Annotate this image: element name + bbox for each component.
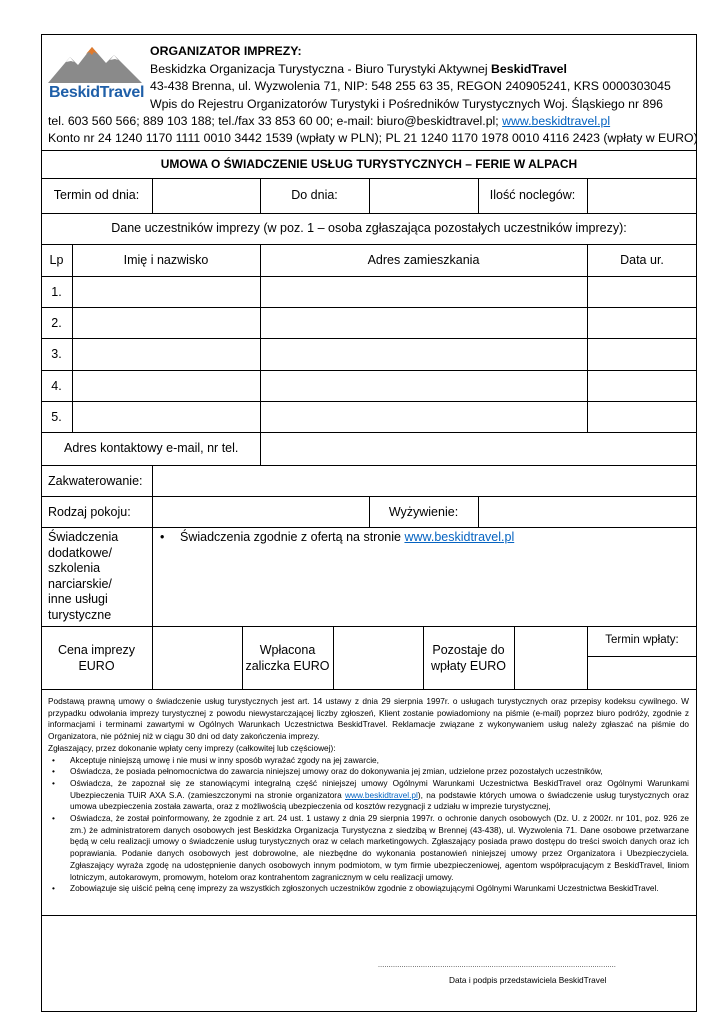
table-row-number: 1. — [51, 285, 62, 299]
table-row-number: 4. — [51, 379, 62, 393]
remaining-field[interactable] — [515, 627, 586, 688]
organizer-registry: Wpis do Rejestru Organizatorów Turystyki i Pośredników Turystycznych Woj. Śląskiego nr 896 — [150, 96, 664, 111]
deposit-field[interactable] — [334, 627, 422, 688]
deposit-label: Wpłacona zaliczka EURO — [245, 643, 330, 673]
col-address: Adres zamieszkania — [367, 253, 480, 267]
terms-paragraph: Zgłaszający, przez dokonanie wpłaty ceny imprezy (całkowitej lub częściowej): — [48, 742, 336, 753]
terms-bullet: • Oświadcza, że został poinformowany, że zgodnie z art. 24 ust. 1 ustawy z dnia 29 sierpnia 1997r. o ochronie danych osobowych (Dz. U. z 2002r. nr 101, poz. 926 ze zm.) że administratorem danych osobowych jest Beskidzka Organizacja Turystyczna z siedzibą w Brennej (43-438), ul. Wyzwolenia 71. Dane osobowe przetwarzane będą w celu realizacji umowy o świadczenie usług turystycznych oraz w celach marketingowych. Zgłaszający posiada prawo dostępu do treści swoich danych oraz ich poprawiania. Podanie danych osobowych jest dobrowolne, ale niezbędne do wykonania postanowień niniejszej umowy przez Organizatora i Ubezpieczyciela. Zgłaszający wyraża zgodę na udostępnienie danych osobowych innym podmiotom, w tym firmie ubezpieczeniowej, agentom współpracującym z BeskidTravel, liniom lotniczym, autokarowym, promowym, hotelom oraz kontrahentom zagranicznym w celu realizacji umowy. — [48, 813, 689, 883]
nights-label: Ilość noclegów: — [489, 188, 576, 202]
date-from-field[interactable] — [153, 179, 259, 212]
room-field[interactable] — [153, 497, 368, 526]
payment-date-field[interactable] — [588, 657, 696, 688]
table-row-number: 5. — [51, 410, 62, 424]
accommodation-field[interactable] — [153, 466, 696, 495]
contact-field[interactable] — [261, 433, 696, 464]
col-name: Imię i nazwisko — [123, 253, 209, 267]
table-row-number: 2. — [51, 316, 62, 330]
signature-line: ............................................................................................................... — [378, 962, 617, 969]
terms-section — [48, 696, 689, 895]
extras-label: Świadczenia dodatkowe/ szkolenia narciarskie/ inne usługi turystyczne — [48, 530, 119, 622]
extras-website-link[interactable]: www.beskidtravel.pl — [404, 530, 515, 544]
contact-label: Adres kontaktowy e-mail, nr tel. — [64, 441, 239, 455]
terms-bullet: • Zobowiązuje się uiścić pełną cenę imprezy za wszystkich zgłoszonych uczestników zgodnie z obowiązującymi Ogólnymi Warunkami Uczestnictwa BeskidTravel. — [48, 883, 689, 895]
table-row-number: 3. — [51, 347, 62, 361]
payment-date-label: Termin wpłaty: — [605, 634, 679, 646]
organizer-title: ORGANIZATOR IMPREZY: — [150, 44, 302, 58]
date-from-label: Termin od dnia: — [53, 188, 140, 202]
date-to-label: Do dnia: — [291, 188, 338, 202]
extras-text: Świadczenia zgodnie z ofertą na stronie www.beskidtravel.pl — [180, 530, 515, 544]
organizer-header — [150, 43, 671, 113]
terms-bullet: • Akceptuje niniejszą umowę i nie musi w inny sposób wyrażać zgody na jej zawarcie, — [48, 755, 689, 767]
terms-website-link[interactable]: www.beskidtravel.pl — [345, 789, 418, 800]
col-dob: Data ur. — [620, 253, 664, 267]
board-field[interactable] — [479, 497, 696, 526]
logo-wordmark: BeskidTravel — [49, 84, 145, 101]
mountain-logo-icon — [48, 43, 142, 87]
organizer-bank: Konto nr 24 1240 1170 1111 0010 3442 1539 (wpłaty w PLN); PL 21 1240 1170 1978 0010 4116 2423 (wpłaty w EURO) — [48, 131, 698, 145]
website-link[interactable]: www.beskidtravel.pl — [502, 114, 611, 128]
price-label: Cena imprezy EURO — [57, 643, 136, 673]
organizer-name: Beskidzka Organizacja Turystyczna - Biuro Turystyki Aktywnej BeskidTravel — [150, 61, 567, 76]
participants-heading: Dane uczestników imprezy (w poz. 1 – osoba zgłaszająca pozostałych uczestników imprezy): — [111, 221, 627, 235]
board-label: Wyżywienie: — [388, 505, 459, 519]
date-to-field[interactable] — [370, 179, 477, 212]
logo — [48, 43, 145, 105]
organizer-contact: tel. 603 560 566; 889 103 188; tel./fax 33 853 60 00; e-mail: biuro@beskidtravel.pl; www.beskidtravel.pl — [48, 114, 611, 128]
terms-bullet: • Oświadcza, że zapoznał się ze stanowiącymi integralną część niniejszej umowy Ogólnymi Warunkami Uczestnictwa BeskidTravel oraz Ogólnymi Warunkami Ubezpieczenia TUiR AXA S.A. (zamieszczonymi na stronie organizatora www.beskidtravel.pl), na podstawie których umowa o świadczenie usług turystycznych oraz umowa ubezpieczenia została zawarta, oraz z możliwością ubezpieczenia od kosztów rezygnacji z udziału w imprezie turystycznej, — [48, 778, 689, 813]
room-label: Rodzaj pokoju: — [48, 505, 131, 519]
price-field[interactable] — [153, 627, 241, 688]
nights-field[interactable] — [588, 179, 696, 212]
accommodation-label: Zakwaterowanie: — [48, 474, 143, 488]
signature-caption: Data i podpis przedstawiciela BeskidTravel — [449, 975, 607, 985]
extras-bullet: • — [160, 530, 165, 544]
terms-paragraph: Podstawą prawną umowy o świadczenie usług turystycznych jest art. 14 ustawy z dnia 29 sierpnia 1997r. o usługach turystycznych oraz przepisy kodeksu cywilnego. W przypadku odwołania imprezy turystycznej z powodu niewystarczającej liczby zgłoszeń, Klient zostanie powiadomiony na piśmie (e-mail) poprzez biuro podróży, zgodnie z informacjami i terminami zawartymi w Ogólnych Warunkach Uczestnictwa BeskidTravel. Reklamacje związane z wykonywaniem usług należy zgłaszać na piśmie do Organizatora, nie później niż w ciągu 30 dni od daty zakończenia imprezy. — [48, 696, 689, 742]
organizer-address: 43-438 Brenna, ul. Wyzwolenia 71, NIP: 548 255 63 35, REGON 240905241, KRS 0000303045 — [150, 79, 671, 93]
form-title: UMOWA O ŚWIADCZENIE USŁUG TURYSTYCZNYCH – FERIE W ALPACH — [160, 157, 578, 171]
col-lp: Lp — [49, 253, 64, 267]
terms-bullet: • Oświadcza, że posiada pełnomocnictwa do zawarcia niniejszej umowy oraz do dokonywania jej zmian, udzielone przez pozostałych uczestników, — [48, 766, 689, 778]
remaining-label: Pozostaje do wpłaty EURO — [430, 643, 507, 673]
